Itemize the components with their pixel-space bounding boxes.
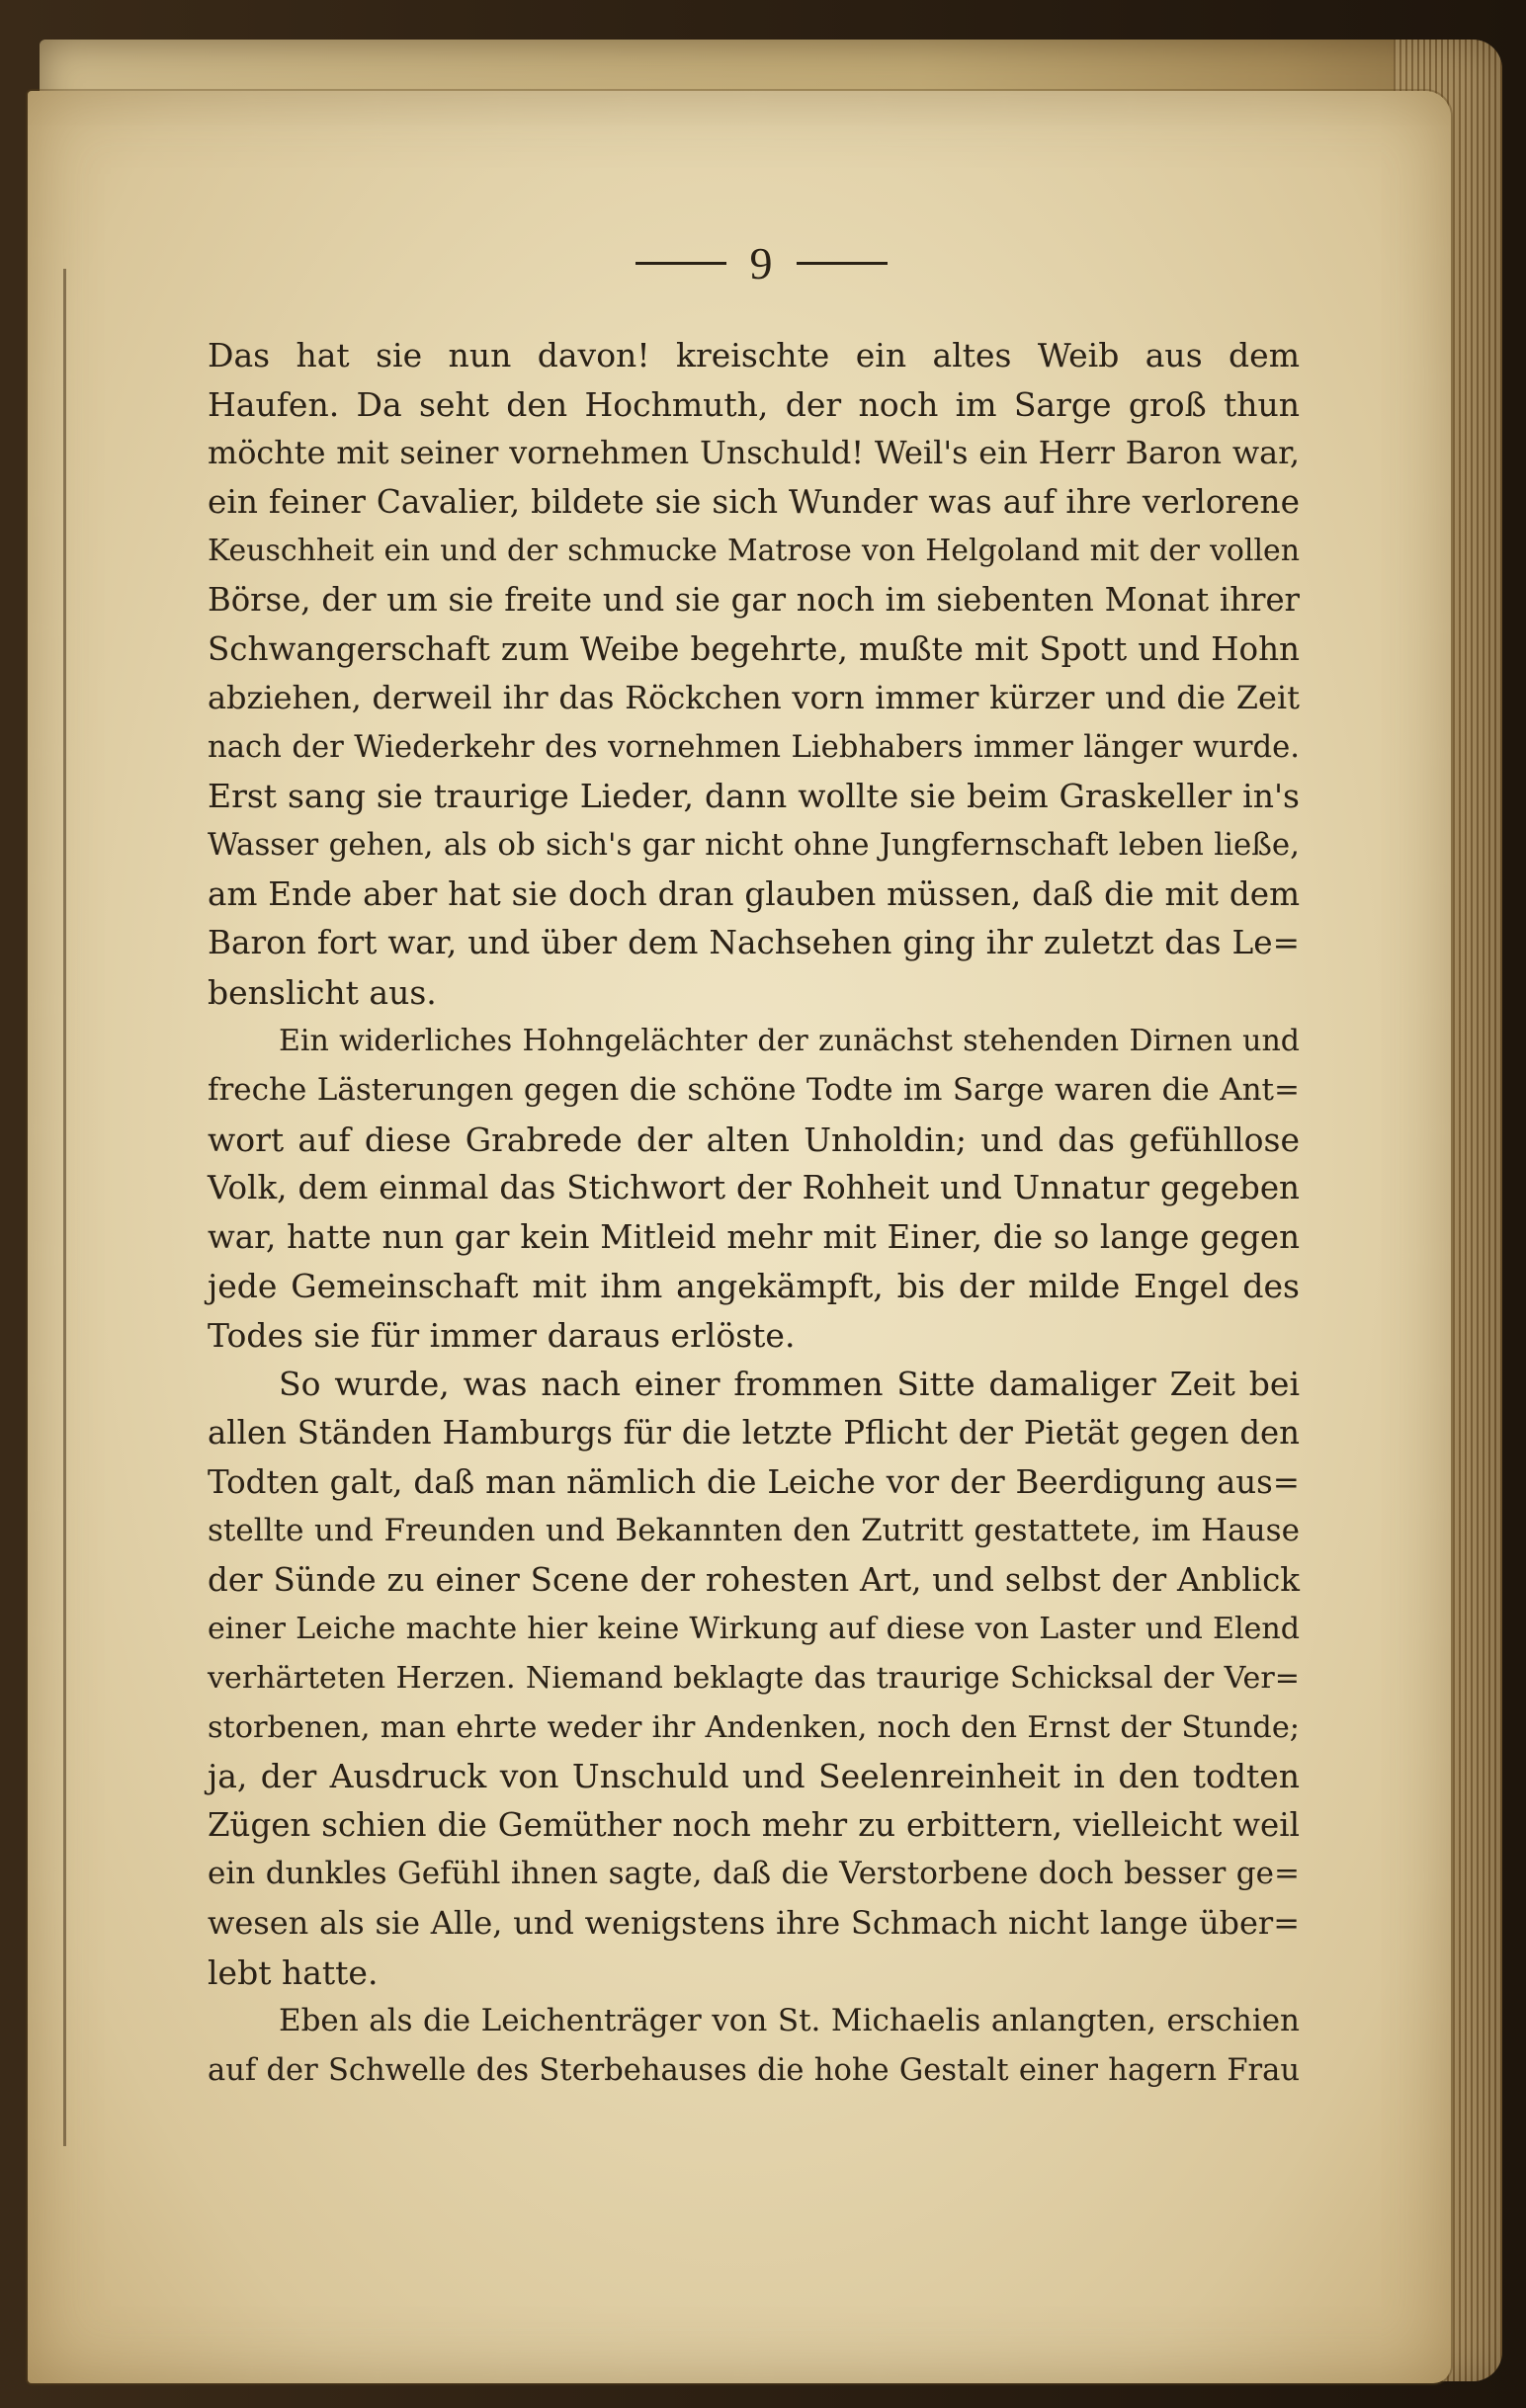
text-line: benslicht aus. [208,972,437,1012]
header-rule-right [797,262,888,265]
text-line: Zügen schien die Gemüther noch mehr zu erbittern, vielleicht weil [208,1805,1300,1844]
paragraph [208,1017,1300,1360]
text-line: möchte mit seiner vornehmen Unschuld! Weil's ein Herr Baron war, [208,434,1300,472]
text-line: So wurde, was nach einer frommen Sitte damaliger Zeit bei [279,1365,1300,1404]
text-line: Ein widerliches Hohngelächter der zunächst stehenden Dirnen und [279,1024,1300,1059]
text-line: nach der Wiederkehr des vornehmen Liebhabers immer länger wurde. [208,729,1300,765]
text-line: wesen als sie Alle, und wenigstens ihre Schmach nicht lange über= [208,1904,1300,1942]
text-line: Baron fort war, und über dem Nachsehen ging ihr zuletzt das Le= [208,924,1300,962]
text-line: einer Leiche machte hier keine Wirkung auf diese von Laster und Elend [208,1612,1300,1647]
text-line: war, hatte nun gar kein Mitleid mehr mit Einer, die so lange gegen [208,1217,1300,1256]
text-line: Haufen. Da seht den Hochmuth, der noch im Sarge groß thun [208,384,1300,424]
body-text [208,331,1300,2095]
text-line: Schwangerschaft zum Weibe begehrte, mußte mit Spott und Hohn [208,629,1300,668]
paragraph [208,1360,1300,1997]
text-line: verhärteten Herzen. Niemand beklagte das traurige Schicksal der Ver= [208,1661,1300,1697]
text-line: freche Lästerungen gegen die schöne Todte im Sarge waren die Ant= [208,1071,1300,1108]
page-header [613,237,909,296]
text-line: Todten galt, daß man nämlich die Leiche vor der Beerdigung aus= [208,1462,1300,1501]
text-line: Das hat sie nun davon! kreischte ein altes Weib aus dem [208,336,1300,374]
page-number: 9 [749,238,773,289]
text-line: der Sünde zu einer Scene der rohesten Art, und selbst der Anblick [208,1560,1300,1599]
text-line: allen Ständen Hamburgs für die letzte Pflicht der Pietät gegen den [208,1414,1300,1453]
paragraph [208,1997,1300,2095]
text-line: stellte und Freunden und Bekannten den Zutritt gestattete, im Hause [208,1513,1300,1549]
paragraph [208,331,1300,1017]
text-line: Börse, der um sie freite und sie gar noch im siebenten Monat ihrer [208,580,1300,619]
text-line: ein feiner Cavalier, bildete sie sich Wunder was auf ihre verlorene [208,482,1300,521]
text-line: Erst sang sie traurige Lieder, dann wollte sie beim Graskeller in's [208,777,1300,816]
text-line: jede Gemeinschaft mit ihm angekämpft, bis der milde Engel des [208,1267,1300,1306]
text-line: auf der Schwelle des Sterbehauses die hohe Gestalt einer hagern Frau [208,2052,1300,2088]
header-rule-left [636,262,726,265]
text-line: Wasser gehen, als ob sich's gar nicht ohne Jungfernschaft leben ließe, [208,826,1300,863]
text-line: storbenen, man ehrte weder ihr Andenken, noch den Ernst der Stunde; [208,1709,1300,1745]
text-line: Volk, dem einmal das Stichwort der Rohheit und Unnatur gegeben [208,1169,1300,1207]
text-line: wort auf diese Grabrede der alten Unholdin; und das gefühllose [208,1120,1300,1159]
binding-edge [63,269,90,2146]
text-line: ja, der Ausdruck von Unschuld und Seelenreinheit in den todten [208,1757,1300,1796]
text-line: Eben als die Leichenträger von St. Michaelis anlangten, erschien [279,2003,1300,2039]
text-line: lebt hatte. [208,1952,379,1992]
text-line: abziehen, derweil ihr das Röckchen vorn immer kürzer und die Zeit [208,679,1300,717]
text-line: Keuschheit ein und der schmucke Matrose von Helgoland mit der vollen [208,534,1300,569]
text-line: Todes sie für immer daraus erlöste. [208,1315,796,1355]
text-line: am Ende aber hat sie doch dran glauben müssen, daß die mit dem [208,874,1300,913]
text-line: ein dunkles Gefühl ihnen sagte, daß die Verstorbene doch besser ge= [208,1856,1300,1892]
